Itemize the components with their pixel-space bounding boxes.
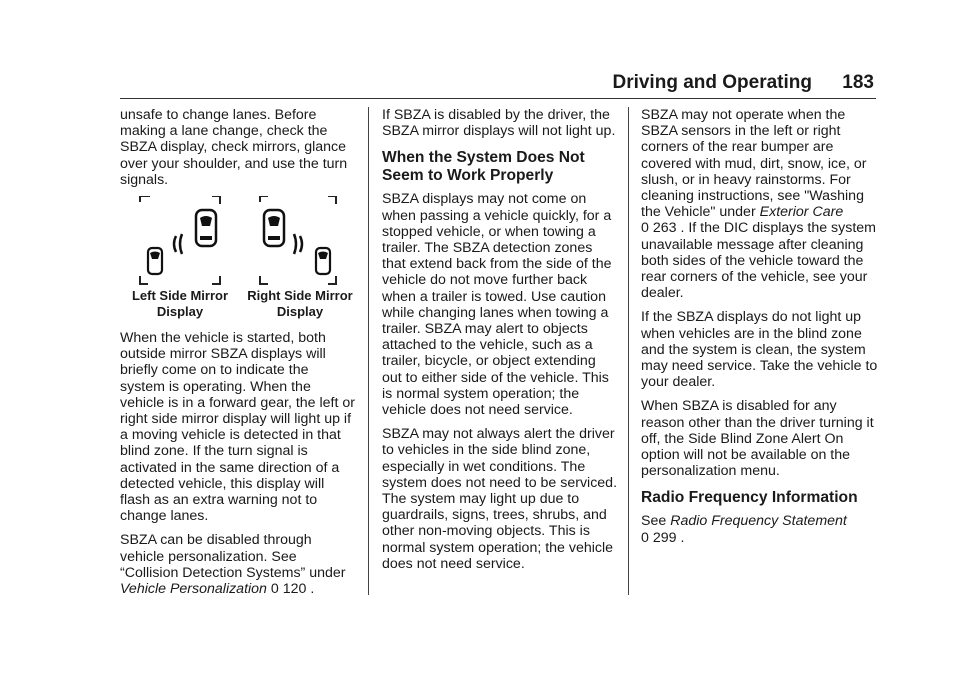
vehicle-icon-left-small — [148, 248, 162, 274]
paragraph: SBZA displays may not come on when passing a vehicle quickly, for a stopped vehicle, or when towing a trailer. The SBZA detection zones that extend back from the side of the vehicle do not move further back when a trailer is towed. Use caution while changing lanes when towing a trailer. SBZA may alert to objects attached to the vehicle, such as a trailer, bicycle, or object extending out to either side of the vehicle. This is normal system operation; the vehicle does not need service. — [382, 191, 612, 419]
paragraph-text: If the DIC displays the system unavailable message after cleaning both sides of the vehicle toward the rear corners of the vehicle, see your dealer. — [641, 220, 876, 302]
section-heading: When the System Does Not Seem to Work Properly — [382, 149, 585, 185]
page-reference: 0 120 . — [270, 581, 315, 598]
section-title: Driving and Operating — [612, 72, 812, 93]
cross-reference-link[interactable]: Radio Frequency Statement — [670, 513, 847, 530]
page-header — [120, 72, 876, 99]
sbza-mirror-display-figure — [120, 196, 355, 288]
paragraph: SBZA may not always alert the driver to vehicles in the side blind zone, especially in wet conditions. The system does not need to be serviced. The system may light up due to guardrails, signs, trees, shrubs, and other non-moving objects. This is normal system operation; the vehicle does not need service. — [382, 426, 618, 572]
figure-captions — [120, 288, 360, 320]
page-reference: 0 263 . — [641, 220, 685, 237]
paragraph: unsafe to change lanes. Before making a lane change, check the SBZA display, check mirrors, glance over your shoulder, and use the turn signals. — [120, 107, 348, 188]
paragraph — [641, 513, 879, 545]
sbza-mirror-icons — [120, 196, 355, 288]
page-number: 183 — [842, 72, 874, 93]
paragraph — [641, 107, 879, 301]
column-3 — [641, 107, 879, 554]
right-mirror-caption: Right Side Mirror Display — [247, 288, 353, 320]
page-reference: 0 299 . — [641, 529, 685, 546]
paragraph-text: See — [641, 513, 667, 530]
vehicle-icon-left-large — [196, 210, 216, 246]
paragraph: If SBZA is disabled by the driver, the SBZA mirror displays will not light up. — [382, 107, 616, 140]
column-1 — [120, 107, 355, 605]
left-mirror-caption: Left Side Mirror Display — [131, 288, 229, 320]
column-divider-1 — [368, 107, 369, 595]
paragraph: When SBZA is disabled for any reason other than the driver turning it off, the Side Blind Zone Alert On option will not be available on the personalization menu. — [641, 398, 874, 480]
vehicle-icon-right-large — [264, 210, 284, 246]
vehicle-icon-right-small — [316, 248, 330, 274]
paragraph — [120, 532, 355, 597]
cross-reference-link[interactable]: Exterior Care — [759, 204, 844, 221]
paragraph-text: SBZA can be disabled through vehicle personalization. See “Collision Detection Systems” under — [120, 532, 346, 581]
paragraph: If the SBZA displays do not light up when vehicles are in the blind zone and the system is clean, the system may need service. Take the vehicle to your dealer. — [641, 309, 878, 391]
paragraph-text: SBZA may not operate when the SBZA sensors in the left or right corners of the rear bumper are covered with mud, dirt, snow, ice, or slush, or in heavy rainstorms. For cleaning instructions, see "Washing the Vehicle" under — [641, 107, 867, 221]
signal-waves-right — [294, 234, 302, 254]
column-2 — [382, 107, 618, 580]
section-heading: Radio Frequency Information — [641, 489, 858, 507]
column-divider-2 — [628, 107, 629, 595]
signal-waves-left — [174, 234, 182, 254]
paragraph: When the vehicle is started, both outside mirror SBZA displays will briefly come on to indicate the system is operating. When the vehicle is in a forward gear, the left or right side mirror display will light up if a moving vehicle is detected in that blind zone. If the turn signal is activated in the same direction of a detected vehicle, this display will flash as an extra warning not to change lanes. — [120, 330, 356, 525]
cross-reference-link[interactable]: Vehicle Personalization — [120, 581, 267, 598]
